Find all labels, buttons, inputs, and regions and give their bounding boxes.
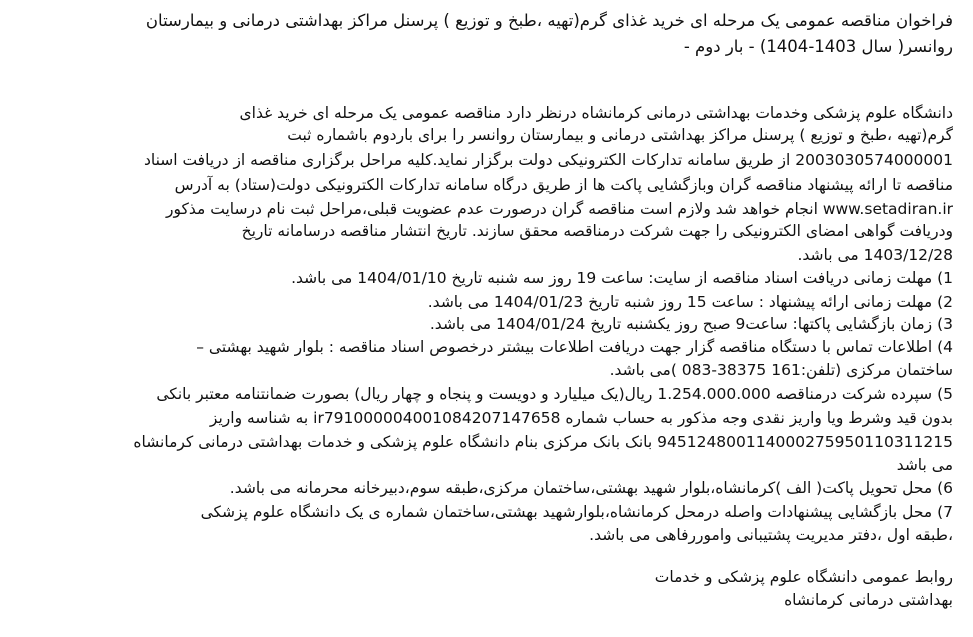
- item-4-continued: ساختمان مرکزی (تلفن:161 38375-083 )می باشد.: [609, 361, 953, 379]
- notice-title-line-1: فراخوان مناقصه عمومی یک مرحله ای خرید غذای گرم(تهیه ،طبخ و توزیع ) پرسنل مراکز بهداشتی درمانی و بیمارستان: [145, 11, 953, 30]
- item-2: 2) مهلت زمانی ارائه پیشنهاد : ساعت 15 روز شنبه تاریخ 1404/01/23 می باشد.: [427, 293, 953, 311]
- item-7-continued: ،طبقه اول ،دفتر مدیریت پشتیبانی واموررفاهی می باشد.: [589, 526, 953, 544]
- intro-line-3: 2003030574000001 از طریق سامانه تدارکات الکترونیکی دولت برگزار نماید.کلیه مراحل برگزاری مناقصه از دریافت اسناد: [143, 151, 953, 169]
- intro-line-1: دانشگاه علوم پزشکی وخدمات بهداشتی درمانی کرمانشاه درنظر دارد مناقصه عمومی یک مرحله ای خرید غذای: [239, 104, 953, 122]
- signature-line-2: بهداشتی درمانی کرمانشاه: [784, 591, 953, 609]
- item-5: 5) سپرده شرکت درمناقصه 1.254.000.000 ریال(یک میلیارد و دویست و پنجاه و چهار ریال) بصورت ضمانتنامه معتبر بانکی: [156, 385, 953, 403]
- item-6: 6) محل تحویل پاکت( الف )کرمانشاه،بلوار شهید بهشتی،ساختمان مرکزی،طبقه سوم،دبیرخانه محرمانه می باشد.: [229, 479, 953, 497]
- item-7: 7) محل بازگشایی پیشنهادات واصله درمحل کرمانشاه،بلوارشهید بهشتی،ساختمان شماره ی یک دانشگاه علوم پزشکی: [200, 503, 953, 521]
- intro-line-6: ودریافت گواهی امضای الکترونیکی را جهت شرکت درمناقصه محقق سازند. تاریخ انتشار مناقصه درسامانه تاریخ: [241, 222, 953, 240]
- notice-title-line-2: روانسر( سال 1403-1404) - بار دوم -: [683, 37, 953, 56]
- item-3: 3) زمان بازگشایی پاکتها: ساعت9 صبح روز یکشنبه تاریخ 1404/01/24 می باشد.: [429, 315, 953, 333]
- signature-line-1: روابط عمومی دانشگاه علوم پزشکی و خدمات: [654, 568, 953, 586]
- item-5-continued-3: می باشد: [896, 456, 953, 474]
- item-1: 1) مهلت زمانی دریافت اسناد مناقصه از سایت: ساعت 19 روز سه شنبه تاریخ 1404/01/10 می باشد.: [291, 269, 953, 287]
- intro-line-4: مناقصه تا ارائه پیشنهاد مناقصه گران وبازگشایی پاکت ها از طریق درگاه سامانه تدارکات الکترونیکی دولت(ستاد) به آدرس: [174, 176, 953, 194]
- intro-line-5: www.setadiran.ir انجام خواهد شد ولازم است مناقصه گران درصورت عدم عضویت قبلی،مراحل ثبت نام درسایت مذکور: [165, 200, 953, 218]
- item-5-continued-1: بدون قید وشرط ویا واریز نقدی وجه مذکور به حساب شماره ir791000004001084207147658 به شناسه واریز: [209, 409, 953, 427]
- item-5-continued-2: 945124800114000275950110311215 بانک بانک مرکزی بنام دانشگاه علوم پزشکی و خدمات بهداشتی درمانی کرمانشاه: [133, 433, 953, 451]
- item-4: 4) اطلاعات تماس با دستگاه مناقصه گزار جهت دریافت اطلاعات بیشتر درخصوص اسناد مناقصه : بلوار شهید بهشتی –: [196, 338, 953, 356]
- intro-line-2: گرم(تهیه ،طبخ و توزیع ) پرسنل مراکز بهداشتی درمانی و بیمارستان روانسر را برای باردوم باشماره ثبت: [287, 126, 953, 144]
- intro-line-7: 1403/12/28 می باشد.: [797, 246, 953, 264]
